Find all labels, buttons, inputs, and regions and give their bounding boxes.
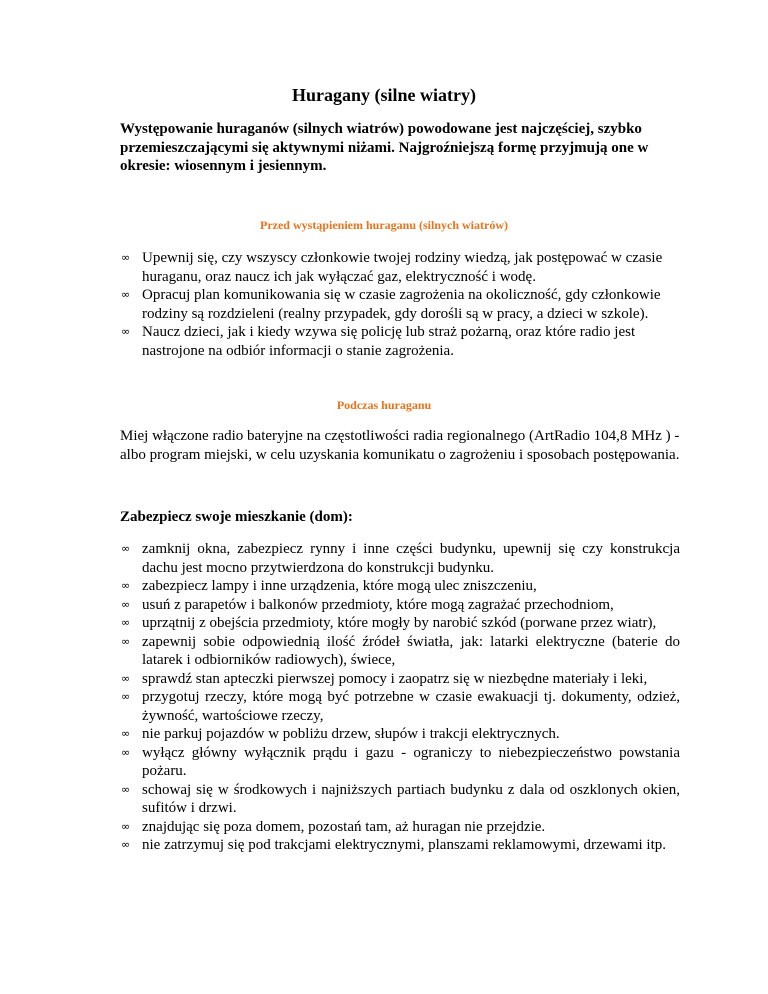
infinity-bullet-icon: ∞ — [121, 251, 131, 264]
section-heading-before: Przed wystąpieniem huraganu (silnych wiatrów) — [260, 218, 508, 232]
infinity-bullet-icon: ∞ — [121, 819, 131, 833]
infinity-bullet-icon: ∞ — [121, 671, 131, 685]
infinity-bullet-icon: ∞ — [121, 838, 131, 851]
list-item: ∞ sprawdź stan apteczki pierwszej pomocy i zaopatrz się w niezbędne materiały i leki, — [121, 670, 648, 687]
list-item: ∞ zapewnij sobie odpowiednią ilość źródeł światła, jak: latarki elektryczne (baterie do latarek i odbiorników radiowych), świece, — [121, 633, 680, 668]
before-hurricane-list — [120, 249, 680, 360]
infinity-bullet-icon: ∞ — [121, 727, 131, 740]
infinity-bullet-icon: ∞ — [121, 597, 131, 611]
secure-home-list — [120, 540, 680, 855]
list-item: ∞ schowaj się w środkowych i najniższych partiach budynku z dala od oszklonych okien, sufitów i drzwi. — [121, 781, 680, 816]
section-heading-during: Podczas huraganu — [336, 398, 432, 412]
section-heading-secure-home: Zabezpiecz swoje mieszkanie (dom): — [120, 509, 353, 525]
list-item: ∞ zabezpiecz lampy i inne urządzenia, które mogą ulec zniszczeniu, — [121, 578, 537, 594]
list-item: ∞ Upewnij się, czy wszyscy członkowie twojej rodziny wiedzą, jak postępować w czasie huraganu, oraz naucz ich jak wyłączać gaz, elektryczność i wodę. — [121, 250, 663, 285]
during-hurricane-paragraph: Miej włączone radio bateryjne na częstotliwości radia regionalnego (ArtRadio 104,8 MHz ) - albo program miejski, w celu uzyskania komunikatu o zagrożeniu i sposobach postępowania. — [120, 428, 680, 463]
infinity-bullet-icon: ∞ — [121, 745, 131, 759]
list-item: ∞ przygotuj rzeczy, które mogą być potrzebne w czasie ewakuacji tj. dokumenty, odzież, żywność, wartościowe rzeczy, — [121, 689, 680, 724]
document-title: Huragany (silne wiatry) — [292, 85, 476, 105]
list-item: ∞ zamknij okna, zabezpiecz rynny i inne części budynku, upewnij się czy konstrukcja dachu jest mocno przytwierdzona do konstrukcji budynku. — [121, 541, 680, 576]
infinity-bullet-icon: ∞ — [121, 690, 131, 703]
list-item: ∞ usuń z parapetów i balkonów przedmioty, które mogą zagrażać przechodniom, — [121, 596, 614, 613]
infinity-bullet-icon: ∞ — [121, 325, 131, 338]
list-item: ∞ Naucz dzieci, jak i kiedy wzywa się policję lub straż pożarną, oraz które radio jest nastrojone na odbiór informacji o stanie zagrożenia. — [121, 324, 636, 359]
list-item: ∞ wyłącz główny wyłącznik prądu i gazu - ograniczy to niebezpieczeństwo powstania pożaru. — [121, 744, 680, 779]
intro-paragraph: Występowanie huraganów (silnych wiatrów) powodowane jest najczęściej, szybko przemieszczającymi się aktywnymi niżami. Najgroźniejszą formę przyjmują one w okresie: wiosennym i jesiennym. — [120, 121, 649, 174]
infinity-bullet-icon: ∞ — [121, 542, 131, 555]
infinity-bullet-icon: ∞ — [121, 782, 131, 796]
list-item: ∞ nie parkuj pojazdów w pobliżu drzew, słupów i trakcji elektrycznych. — [121, 726, 560, 742]
infinity-bullet-icon: ∞ — [121, 288, 131, 301]
infinity-bullet-icon: ∞ — [121, 579, 131, 592]
list-item: ∞ uprzątnij z obejścia przedmioty, które mogły by narobić szkód (porwane przez wiatr), — [121, 615, 657, 631]
list-item: ∞ znajdując się poza domem, pozostań tam, aż huragan nie przejdzie. — [121, 818, 546, 835]
infinity-bullet-icon: ∞ — [121, 616, 131, 629]
infinity-bullet-icon: ∞ — [121, 634, 131, 648]
list-item: ∞ Opracuj plan komunikowania się w czasie zagrożenia na okoliczność, gdy członkowie rodziny są rozdzieleni (realny przypadek, gdy dorośli są w pracy, a dzieci w szkole). — [121, 287, 661, 322]
list-item: ∞ nie zatrzymuj się pod trakcjami elektrycznymi, planszami reklamowymi, drzewami itp. — [121, 837, 666, 853]
